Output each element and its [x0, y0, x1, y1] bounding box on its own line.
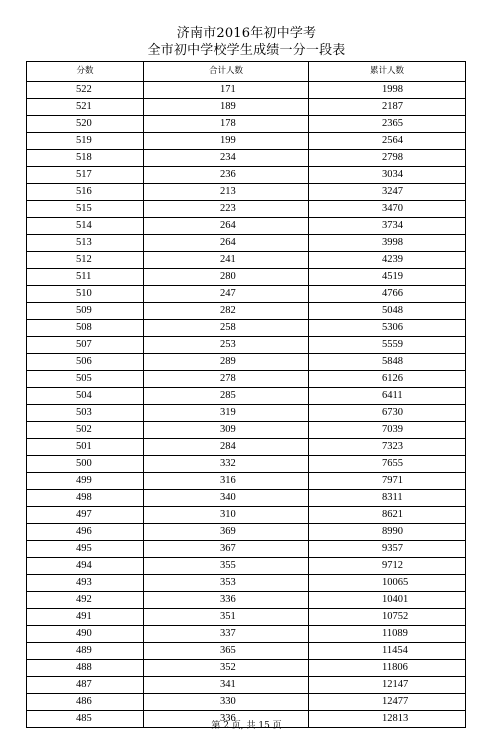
cell-count: 353 [144, 575, 309, 592]
cell-cumulative: 11454 [309, 643, 466, 660]
cell-score: 499 [27, 473, 144, 490]
table-row [27, 473, 466, 490]
table-row [27, 388, 466, 405]
cell-score: 486 [27, 694, 144, 711]
cell-count: 352 [144, 660, 309, 677]
cell-cumulative: 9712 [309, 558, 466, 575]
cell-cumulative: 11806 [309, 660, 466, 677]
cell-score: 509 [27, 303, 144, 320]
cell-score: 502 [27, 422, 144, 439]
cell-score: 490 [27, 626, 144, 643]
cell-count: 365 [144, 643, 309, 660]
table-row [27, 99, 466, 116]
cell-count: 258 [144, 320, 309, 337]
cell-cumulative: 4766 [309, 286, 466, 303]
table-row [27, 371, 466, 388]
cell-score: 505 [27, 371, 144, 388]
cell-count: 330 [144, 694, 309, 711]
cell-cumulative: 8990 [309, 524, 466, 541]
cell-cumulative: 12813 [309, 711, 466, 728]
table-row [27, 524, 466, 541]
table-row [27, 269, 466, 286]
column-header-cumulative: 累计人数 [309, 62, 466, 82]
cell-score: 520 [27, 116, 144, 133]
cell-count: 236 [144, 167, 309, 184]
cell-count: 355 [144, 558, 309, 575]
cell-score: 488 [27, 660, 144, 677]
cell-cumulative: 3247 [309, 184, 466, 201]
table-row [27, 626, 466, 643]
cell-score: 503 [27, 405, 144, 422]
table-row [27, 677, 466, 694]
cell-score: 517 [27, 167, 144, 184]
cell-cumulative: 6730 [309, 405, 466, 422]
cell-count: 189 [144, 99, 309, 116]
cell-count: 264 [144, 218, 309, 235]
table-row [27, 82, 466, 99]
table-row [27, 201, 466, 218]
cell-count: 264 [144, 235, 309, 252]
cell-count: 336 [144, 711, 309, 728]
cell-score: 508 [27, 320, 144, 337]
cell-count: 351 [144, 609, 309, 626]
cell-cumulative: 2798 [309, 150, 466, 167]
cell-count: 247 [144, 286, 309, 303]
table-row [27, 660, 466, 677]
cell-score: 522 [27, 82, 144, 99]
table-body [27, 82, 466, 728]
table-row [27, 643, 466, 660]
cell-cumulative: 3034 [309, 167, 466, 184]
table-row [27, 218, 466, 235]
table-row [27, 694, 466, 711]
cell-count: 310 [144, 507, 309, 524]
cell-count: 278 [144, 371, 309, 388]
cell-cumulative: 3470 [309, 201, 466, 218]
document-title: 济南市2016年初中学考 [176, 26, 317, 41]
cell-count: 289 [144, 354, 309, 371]
table-row [27, 354, 466, 371]
cell-count: 223 [144, 201, 309, 218]
cell-count: 316 [144, 473, 309, 490]
cell-count: 337 [144, 626, 309, 643]
table-row [27, 150, 466, 167]
cell-count: 213 [144, 184, 309, 201]
table-row [27, 490, 466, 507]
cell-score: 504 [27, 388, 144, 405]
table-row [27, 507, 466, 524]
cell-cumulative: 5848 [309, 354, 466, 371]
cell-count: 340 [144, 490, 309, 507]
table-row [27, 541, 466, 558]
table-row [27, 456, 466, 473]
cell-score: 485 [27, 711, 144, 728]
cell-cumulative: 3998 [309, 235, 466, 252]
cell-cumulative: 10401 [309, 592, 466, 609]
cell-score: 507 [27, 337, 144, 354]
table-row [27, 303, 466, 320]
cell-count: 341 [144, 677, 309, 694]
cell-cumulative: 7971 [309, 473, 466, 490]
cell-score: 514 [27, 218, 144, 235]
page-footer: 第 2 页, 共 15 页 [211, 721, 282, 731]
cell-cumulative: 2187 [309, 99, 466, 116]
cell-cumulative: 5048 [309, 303, 466, 320]
table-row [27, 167, 466, 184]
cell-score: 511 [27, 269, 144, 286]
table-row [27, 575, 466, 592]
cell-score: 498 [27, 490, 144, 507]
cell-count: 369 [144, 524, 309, 541]
table-row [27, 592, 466, 609]
cell-count: 171 [144, 82, 309, 99]
cell-count: 285 [144, 388, 309, 405]
cell-score: 494 [27, 558, 144, 575]
cell-score: 497 [27, 507, 144, 524]
cell-cumulative: 7655 [309, 456, 466, 473]
cell-score: 501 [27, 439, 144, 456]
table-row [27, 558, 466, 575]
cell-count: 253 [144, 337, 309, 354]
cell-count: 319 [144, 405, 309, 422]
cell-cumulative: 6126 [309, 371, 466, 388]
cell-score: 489 [27, 643, 144, 660]
cell-count: 280 [144, 269, 309, 286]
cell-score: 516 [27, 184, 144, 201]
cell-count: 234 [144, 150, 309, 167]
cell-count: 336 [144, 592, 309, 609]
cell-cumulative: 2564 [309, 133, 466, 150]
cell-cumulative: 10752 [309, 609, 466, 626]
cell-count: 367 [144, 541, 309, 558]
cell-score: 513 [27, 235, 144, 252]
cell-count: 309 [144, 422, 309, 439]
cell-score: 493 [27, 575, 144, 592]
document-subtitle: 全市初中学校学生成绩一分一段表 [147, 43, 346, 58]
table-row [27, 252, 466, 269]
table-row [27, 405, 466, 422]
cell-cumulative: 4519 [309, 269, 466, 286]
table-row [27, 184, 466, 201]
cell-count: 199 [144, 133, 309, 150]
cell-score: 495 [27, 541, 144, 558]
cell-cumulative: 4239 [309, 252, 466, 269]
table-row [27, 133, 466, 150]
cell-count: 178 [144, 116, 309, 133]
cell-score: 487 [27, 677, 144, 694]
cell-score: 510 [27, 286, 144, 303]
table-row [27, 439, 466, 456]
cell-cumulative: 11089 [309, 626, 466, 643]
cell-score: 491 [27, 609, 144, 626]
cell-cumulative: 8311 [309, 490, 466, 507]
cell-cumulative: 8621 [309, 507, 466, 524]
cell-cumulative: 6411 [309, 388, 466, 405]
cell-cumulative: 1998 [309, 82, 466, 99]
table-row [27, 337, 466, 354]
table-row [27, 609, 466, 626]
cell-cumulative: 3734 [309, 218, 466, 235]
cell-cumulative: 10065 [309, 575, 466, 592]
cell-score: 521 [27, 99, 144, 116]
table-row [27, 422, 466, 439]
cell-cumulative: 7323 [309, 439, 466, 456]
table-row [27, 286, 466, 303]
table-row [27, 235, 466, 252]
cell-score: 506 [27, 354, 144, 371]
cell-cumulative: 9357 [309, 541, 466, 558]
cell-count: 282 [144, 303, 309, 320]
cell-cumulative: 2365 [309, 116, 466, 133]
cell-score: 492 [27, 592, 144, 609]
cell-count: 284 [144, 439, 309, 456]
cell-score: 515 [27, 201, 144, 218]
cell-cumulative: 12147 [309, 677, 466, 694]
cell-score: 512 [27, 252, 144, 269]
column-header-count: 合计人数 [144, 62, 309, 82]
table-header-row [27, 62, 466, 82]
cell-cumulative: 12477 [309, 694, 466, 711]
score-distribution-table [26, 61, 466, 728]
column-header-score: 分数 [27, 62, 144, 82]
cell-count: 332 [144, 456, 309, 473]
cell-score: 518 [27, 150, 144, 167]
cell-score: 496 [27, 524, 144, 541]
cell-cumulative: 7039 [309, 422, 466, 439]
table-row [27, 116, 466, 133]
cell-cumulative: 5559 [309, 337, 466, 354]
cell-cumulative: 5306 [309, 320, 466, 337]
cell-count: 241 [144, 252, 309, 269]
table-row [27, 320, 466, 337]
cell-score: 519 [27, 133, 144, 150]
cell-score: 500 [27, 456, 144, 473]
